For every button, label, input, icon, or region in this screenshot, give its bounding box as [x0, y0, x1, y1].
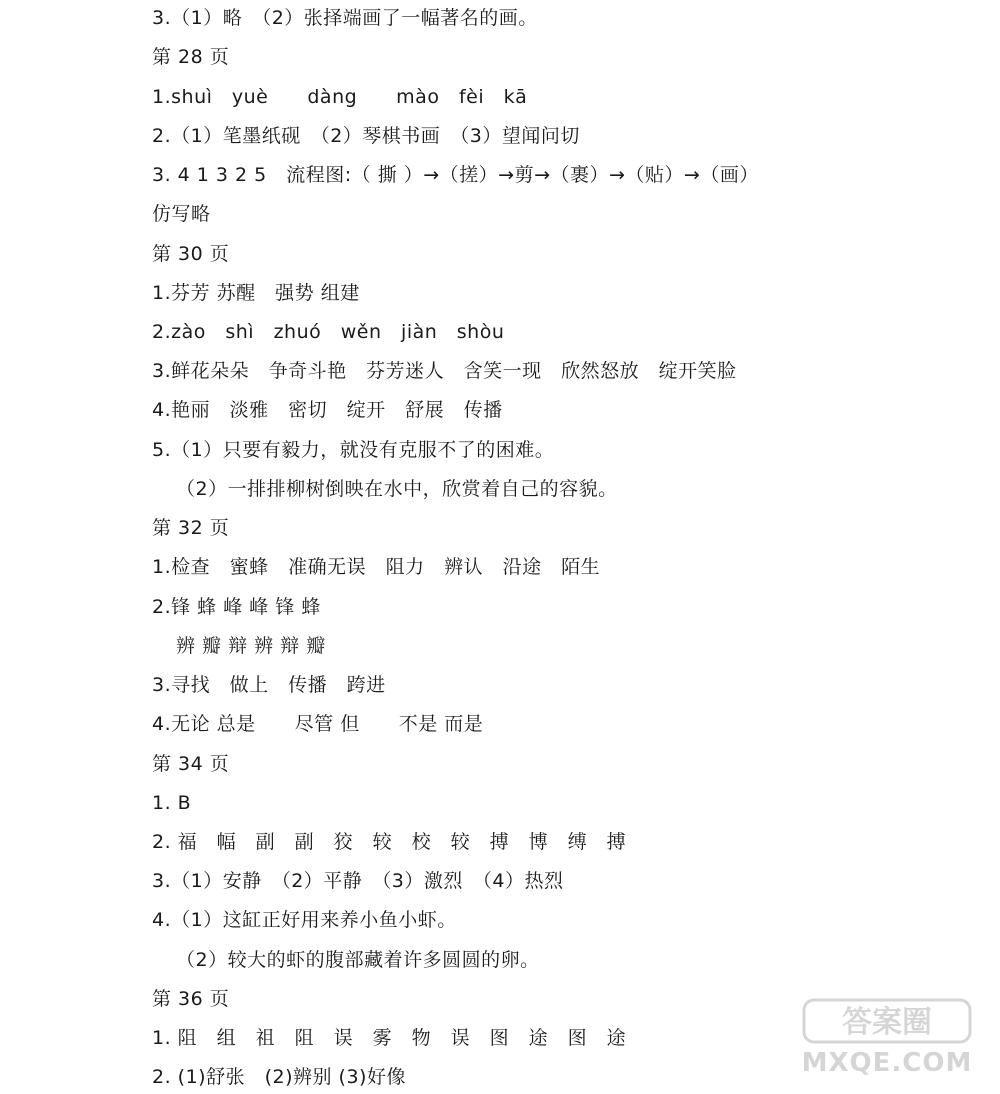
answer-line: 5.（1）只要有毅力，就没有克服不了的困难。 — [152, 439, 555, 461]
answer-line: 仿写略 — [152, 203, 211, 225]
watermark-logo-text: 答案圈 — [842, 1005, 932, 1040]
watermark-url: MXQE.COM — [801, 1048, 973, 1078]
answer-line: 2.锋 蜂 峰 峰 锋 蜂 — [152, 596, 321, 618]
answer-line: 3. 4 1 3 2 5 流程图:（ 撕 ）→（搓）→剪→（裹）→（贴）→（画） — [152, 164, 759, 186]
answer-line: 2.（1）笔墨纸砚 （2）琴棋书画 （3）望闻问切 — [152, 125, 580, 147]
answer-line: 4.（1）这缸正好用来养小鱼小虾。 — [152, 909, 457, 931]
page-heading: 第 32 页 — [152, 517, 230, 539]
answer-line: 1. 阻 组 祖 阻 误 雾 物 误 图 途 图 途 — [152, 1027, 627, 1049]
answer-line: 辨 瓣 辩 辨 辩 瓣 — [176, 635, 326, 657]
answer-line: （2）一排排柳树倒映在水中，欣赏着自己的容貌。 — [176, 478, 618, 500]
page-heading: 第 34 页 — [152, 753, 230, 775]
answer-line: 1.检查 蜜蜂 准确无误 阻力 辨认 沿途 陌生 — [152, 556, 601, 578]
answer-line: （2）较大的虾的腹部藏着许多圆圆的卵。 — [176, 949, 540, 971]
answer-line: 2. 福 幅 副 副 狡 较 校 较 搏 博 缚 搏 — [152, 831, 627, 853]
site-watermark — [792, 996, 982, 1084]
answer-line: 1. B — [152, 792, 192, 814]
answer-line: 4.艳丽 淡雅 密切 绽开 舒展 传播 — [152, 399, 503, 421]
answer-line: 1.芬芳 苏醒 强势 组建 — [152, 282, 360, 304]
answer-line: 2. (1)舒张 (2)辨别 (3)好像 — [152, 1066, 406, 1088]
page-heading: 第 36 页 — [152, 988, 230, 1010]
page-heading: 第 30 页 — [152, 243, 230, 265]
answer-line: 1.shuì yuè dàng mào fèi kā — [152, 86, 528, 108]
answer-line: 3.寻找 做上 传播 跨进 — [152, 674, 386, 696]
watermark-logo-icon — [802, 996, 972, 1046]
answer-line: 3.（1）安静 （2）平静 （3）激烈 （4）热烈 — [152, 870, 564, 892]
answer-line: 3.鲜花朵朵 争奇斗艳 芬芳迷人 含笑一现 欣然怒放 绽开笑脸 — [152, 360, 737, 382]
answer-line: 3.（1）略 （2）张择端画了一幅著名的画。 — [152, 7, 538, 29]
answer-line: 4.无论 总是 尽管 但 不是 而是 — [152, 713, 484, 735]
page-heading: 第 28 页 — [152, 46, 230, 68]
answer-line: 2.zào shì zhuó wěn jiàn shòu — [152, 321, 505, 343]
